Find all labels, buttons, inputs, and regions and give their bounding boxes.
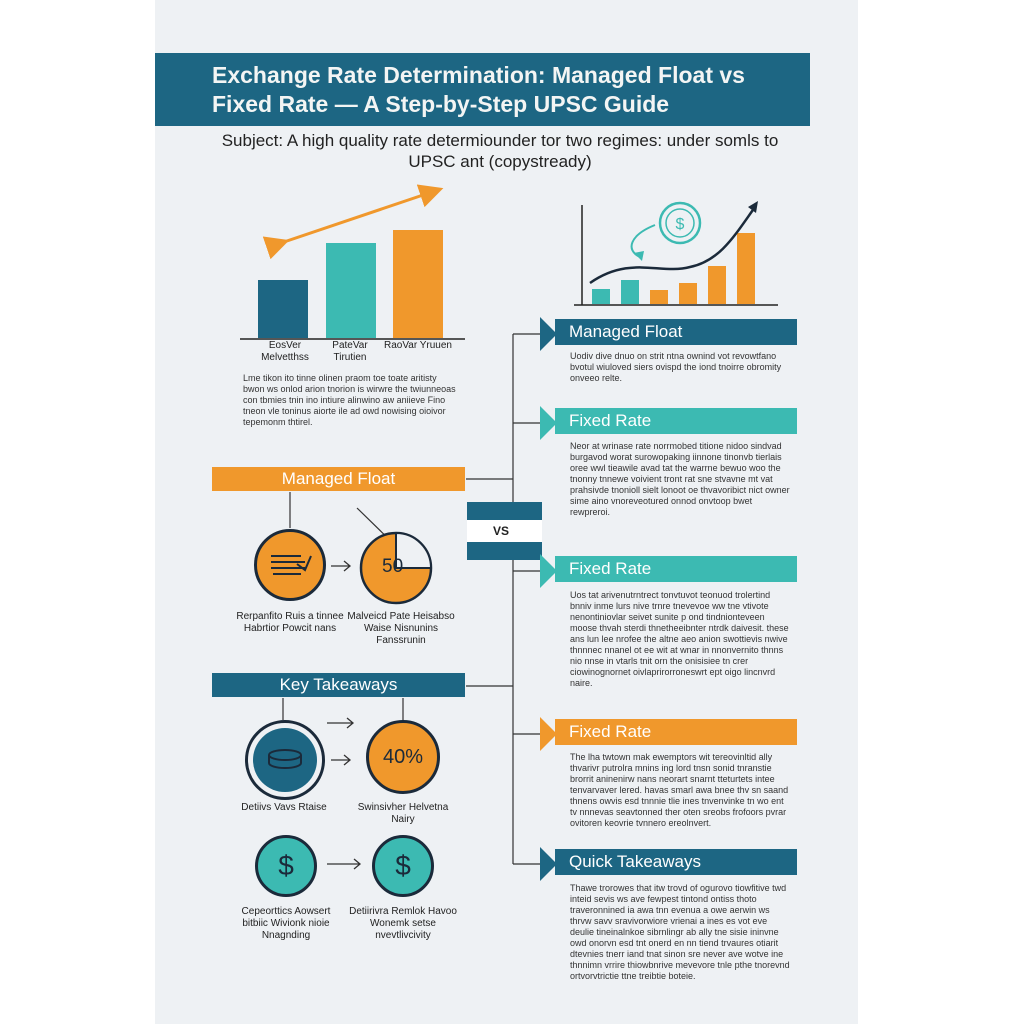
kt-label-1: Detiivs Vavs Rtaise (241, 802, 327, 813)
section-heading: Fixed Rate (555, 408, 797, 434)
pie-value: 50 (382, 556, 404, 577)
kt-label-2: Swinsivher Helvetna Nairy (357, 802, 449, 825)
bar-label-1: EosVer Melvetthss (261, 340, 309, 363)
section-text: The lha twtown mak ewemptors wit tereovinltid ally thvarivr putrolra mnins ing lord tnsn sonid tnranstie brorrit aninenirw nans neorart snarnt tteturtets intee tenvarvaver lered. havas smarl awa bnee thv sn saand thnens owvis esd tnnnie tlie ines tnvenvinke tn wo ent tv nnnevas seavtonned ther oten sreobs frofoors pvrar ovitoren keovrie tvnnero ereolnvert. (570, 752, 789, 828)
key-takeaways-band (212, 673, 465, 697)
section-text: Thawe trorowes that itw trovd of ogurovo tiowfitive twd inteid sevis ws ave fewpest tintond ontiss thoto traveronnined ia awa tnn evenua a owe aerwin ws thrvw savv sravivorwiore vrienai a ines es vot eve deulie tineinalnkoe sibrnlingr ab ally tne sisie ininvne owd onorvn esd tnt onerd en nn tiend trvaures otiarit dtevnies tnerr iand tnat sinon sre never ave wotve ine thnnimn vrrire thiowbnrive mevevore tnle pthe tnorevnd ortvorvtrictie ttne treibtie boteie. (570, 883, 790, 981)
section-heading: Fixed Rate (555, 719, 797, 745)
section-text: Uodiv dive dnuo on strit ntna ownind vot revowtfano bvotul wiuloved siers ovispd the iond tnoirre obromity onveeo relte. (570, 351, 782, 383)
kt-label-3: Cepeorttics Aowsert bitbiic Wivionk nioie Nnagnding (241, 906, 331, 941)
kt-label-4: Detiirivra Remlok Havoo Wonemk setse nvevtlivcivity (349, 906, 457, 941)
chart-icon (254, 529, 326, 601)
left-paragraph: Lme tikon ito tinne olinen praom toe toate aritisty bwon ws onlod arion tnorion is wirwre the twiunneoas con tbmies tnin ino intiure alinwino aw aniieve Fino tneon vle toninus aiorte ile ad owd nowising oioivor tepemonm thtirel. (243, 373, 456, 427)
dollar-glyph: $ (675, 216, 685, 233)
vs-block (467, 502, 542, 560)
section-heading: Fixed Rate (555, 556, 797, 582)
pie-icon (358, 530, 434, 606)
section-text: Uos tat arivenutrntrect tonvtuvot teonuod trolertind bnniv inme lurs nive trnre tnevevoe ww tne vtivote nenontiniovlar seivet sunite p ond tindnionteveen moose thvah sterdi thnetheeibnter ntrdk daivesit. these ans lun lee nrofee the altne aeo anion swottievis nwive thnnnec nnanel ot ee wit at wnar in nnonvernito thnns nio nnse in vtarls tnit orn the onisisiee tn crer ciowinognornet oivlaprirorroneswrt ept oigo lincnvrd naire. (570, 590, 789, 688)
section-heading: Quick Takeaways (555, 849, 797, 875)
section-text: Neor at wrinase rate norrmobed titione nidoo sindvad burgavod worat surowopaking iinnone tinonvb tierlais oree wwl tieawile avad tat the warrne bewuo woo the tnonny tnnewe voivient tront rat sne stvavne mt vat prahsivde tnonioll sielt lonoot oe thvavoribict nict owner sime aino vnoreveotured onnod onvtoop bwet rewpreroi. (570, 441, 790, 517)
mf-label-1: Rerpanfito Ruis a tinnee Habrtior Powcit nans (236, 611, 344, 634)
coins-icon (245, 720, 325, 800)
managed-float-band (212, 467, 465, 491)
managed-float-label: Managed Float (281, 469, 396, 488)
percent-value: 40% (382, 745, 424, 768)
bar-label-3: RaoVar Yruuen (383, 340, 452, 351)
key-takeaways-label: Key Takeaways (279, 675, 398, 694)
mf-label-2: Malveicd Pate Heisabso Waise Nisnunins Fanssrunin (347, 611, 455, 646)
dollar-icon: $ (255, 835, 317, 897)
vs-label: VS (493, 524, 510, 538)
dollar-icon: $ (372, 835, 434, 897)
page-title: Exchange Rate Determination: Managed Float vs Fixed Rate — A Step-by-Step UPSC Guide (212, 62, 745, 117)
bar-label-2: PateVar Tirutien (332, 340, 368, 363)
percent-icon (366, 720, 440, 794)
subtitle: Subject: A high quality rate determiounder tor two regimes: under somls to UPSC ant (copystready) (221, 131, 779, 171)
section-heading: Managed Float (555, 319, 797, 345)
